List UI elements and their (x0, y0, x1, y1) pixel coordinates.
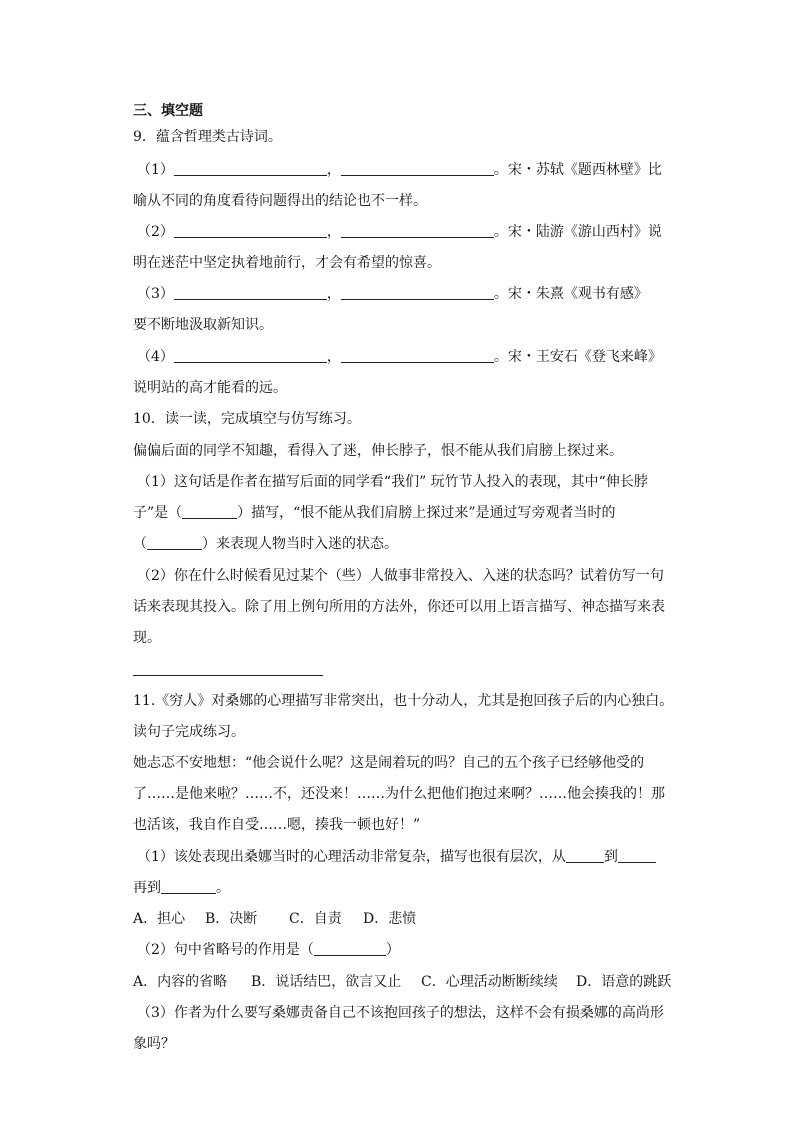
q10-stem: 10．读一读，完成填空与仿写练习。 (133, 411, 361, 427)
comma: ， (326, 349, 341, 365)
period: 。 (493, 162, 508, 178)
q9-item-1-continued: 喻从不同的角度看待问题得出的结论也不一样。 (133, 193, 427, 209)
q11-options-2 (133, 972, 671, 992)
q11-stem-line2: 读句子完成练习。 (133, 724, 245, 740)
option-b[interactable]: B．说话结巴，欲言又止 (251, 974, 402, 990)
answer-blank[interactable] (174, 223, 327, 238)
q11-part2 (137, 940, 400, 960)
answer-blank[interactable] (161, 879, 216, 894)
text: （1）该处表现出桑娜当时的心理活动非常复杂，描写也很有层次，从 (137, 849, 566, 865)
answer-blank[interactable] (174, 161, 327, 176)
q11-quote-line2: 了……是他来啦？……不，还没来！……为什么把他们抱过来啊？……他会揍我的！那 (133, 786, 665, 802)
option-b[interactable]: B．决断 (205, 911, 258, 927)
answer-blank[interactable] (341, 223, 494, 238)
text: ）来表现人物当时入迷的状态。 (202, 536, 398, 552)
item-number: （3） (137, 286, 174, 302)
q10-passage: 偏偏后面的同学不知趣，看得入了迷，伸长脖子，恨不能从我们肩膀上探过来。 (133, 443, 623, 459)
q9-item-3-continued: 要不断地汲取新知识。 (133, 317, 273, 333)
answer-blank[interactable] (341, 161, 494, 176)
q10-part2-line2: 话来表现其投入。除了用上例句所用的方法外，你还可以用上语言描写、神态描写来表 (133, 599, 665, 615)
text: ）描写，“恨不能从我们肩膀上探过来”是通过写旁观者当时的 (237, 505, 616, 521)
q10-part1-line1: （1）这句话是作者在描写后面的同学看“我们” 玩竹节人投入的表现，其中“伸长脖 (137, 474, 648, 490)
text: 再到 (133, 880, 161, 896)
answer-blank[interactable] (566, 848, 604, 863)
answer-blank[interactable] (341, 285, 494, 300)
item-number: （1） (137, 162, 174, 178)
q9-item-2-continued: 明在迷茫中坚定执着地前行，才会有希望的惊喜。 (133, 255, 441, 271)
q11-part1-line1 (137, 847, 656, 867)
answer-blank[interactable] (314, 941, 386, 956)
option-d[interactable]: D．语意的跳跃 (576, 974, 672, 990)
period: 。 (493, 224, 508, 240)
option-c[interactable]: C．自责 (289, 911, 342, 927)
q10-part2-line1: （2）你在什么时候看见过某个（些）人做事非常投入、入迷的状态吗？试着仿写一句 (137, 568, 664, 584)
q10-part1-line3 (133, 534, 398, 554)
answer-blank[interactable] (174, 285, 327, 300)
option-c[interactable]: C．心理活动断断续续 (421, 974, 558, 990)
answer-blank[interactable] (182, 504, 237, 519)
q9-item-2 (137, 222, 662, 242)
answer-blank[interactable] (618, 848, 656, 863)
item-source: 宋・王安石《登飞来峰》 (507, 349, 662, 365)
item-source: 宋・陆游《游山西村》说 (507, 224, 662, 240)
answer-line[interactable] (133, 675, 323, 676)
section-title: 三、填空题 (133, 103, 203, 119)
text: （2）句中省略号的作用是（ (137, 942, 314, 958)
period: 。 (493, 349, 508, 365)
period: 。 (493, 286, 508, 302)
text: ） (385, 942, 400, 958)
answer-blank[interactable] (174, 348, 327, 363)
item-source: 宋・苏轼《题西林壁》比 (507, 162, 662, 178)
q10-part1-line2 (133, 503, 616, 523)
q11-part1-line2 (133, 878, 230, 898)
item-number: （4） (137, 349, 174, 365)
option-d[interactable]: D．悲愤 (363, 911, 417, 927)
option-a[interactable]: A．内容的省略 (133, 974, 228, 990)
comma: ， (326, 224, 341, 240)
q11-part3-line1: （3）作者为什么要写桑娜责备自己不该抱回孩子的想法，这样不会有损桑娜的高尚形 (137, 1005, 664, 1021)
q10-part2-line3: 现。 (133, 630, 161, 646)
text: 。 (216, 880, 230, 896)
text: 到 (603, 849, 618, 865)
item-number: （2） (137, 224, 174, 240)
q11-quote-line3: 也活该，我自作自受……嗯，揍我一顿也好！” (133, 817, 421, 833)
q11-quote-line1: 她忐忑不安地想：“他会说什么呢？这是闹着玩的吗？自己的五个孩子已经够他受的 (133, 755, 645, 771)
comma: ， (326, 286, 341, 302)
q11-part3-line2: 象吗？ (133, 1036, 175, 1052)
q9-item-1 (137, 160, 662, 180)
q11-stem-line1: 11.《穷人》对桑娜的心理描写非常突出，也十分动人，尤其是抱回孩子后的内心独白。 (133, 693, 674, 709)
q9-item-3 (137, 284, 648, 304)
q9-stem: 9．蕴含哲理类古诗词。 (133, 129, 282, 145)
answer-blank[interactable] (341, 348, 494, 363)
answer-blank[interactable] (147, 535, 202, 550)
item-source: 宋・朱熹《观书有感》 (507, 286, 648, 302)
text: （ (133, 536, 147, 552)
text: 子”是（ (133, 505, 183, 521)
q9-item-4-continued: 说明站的高才能看的远。 (133, 380, 287, 396)
option-a[interactable]: A．担心 (133, 911, 186, 927)
comma: ， (326, 162, 341, 178)
q9-item-4 (137, 347, 662, 367)
q11-options-1 (133, 909, 416, 929)
